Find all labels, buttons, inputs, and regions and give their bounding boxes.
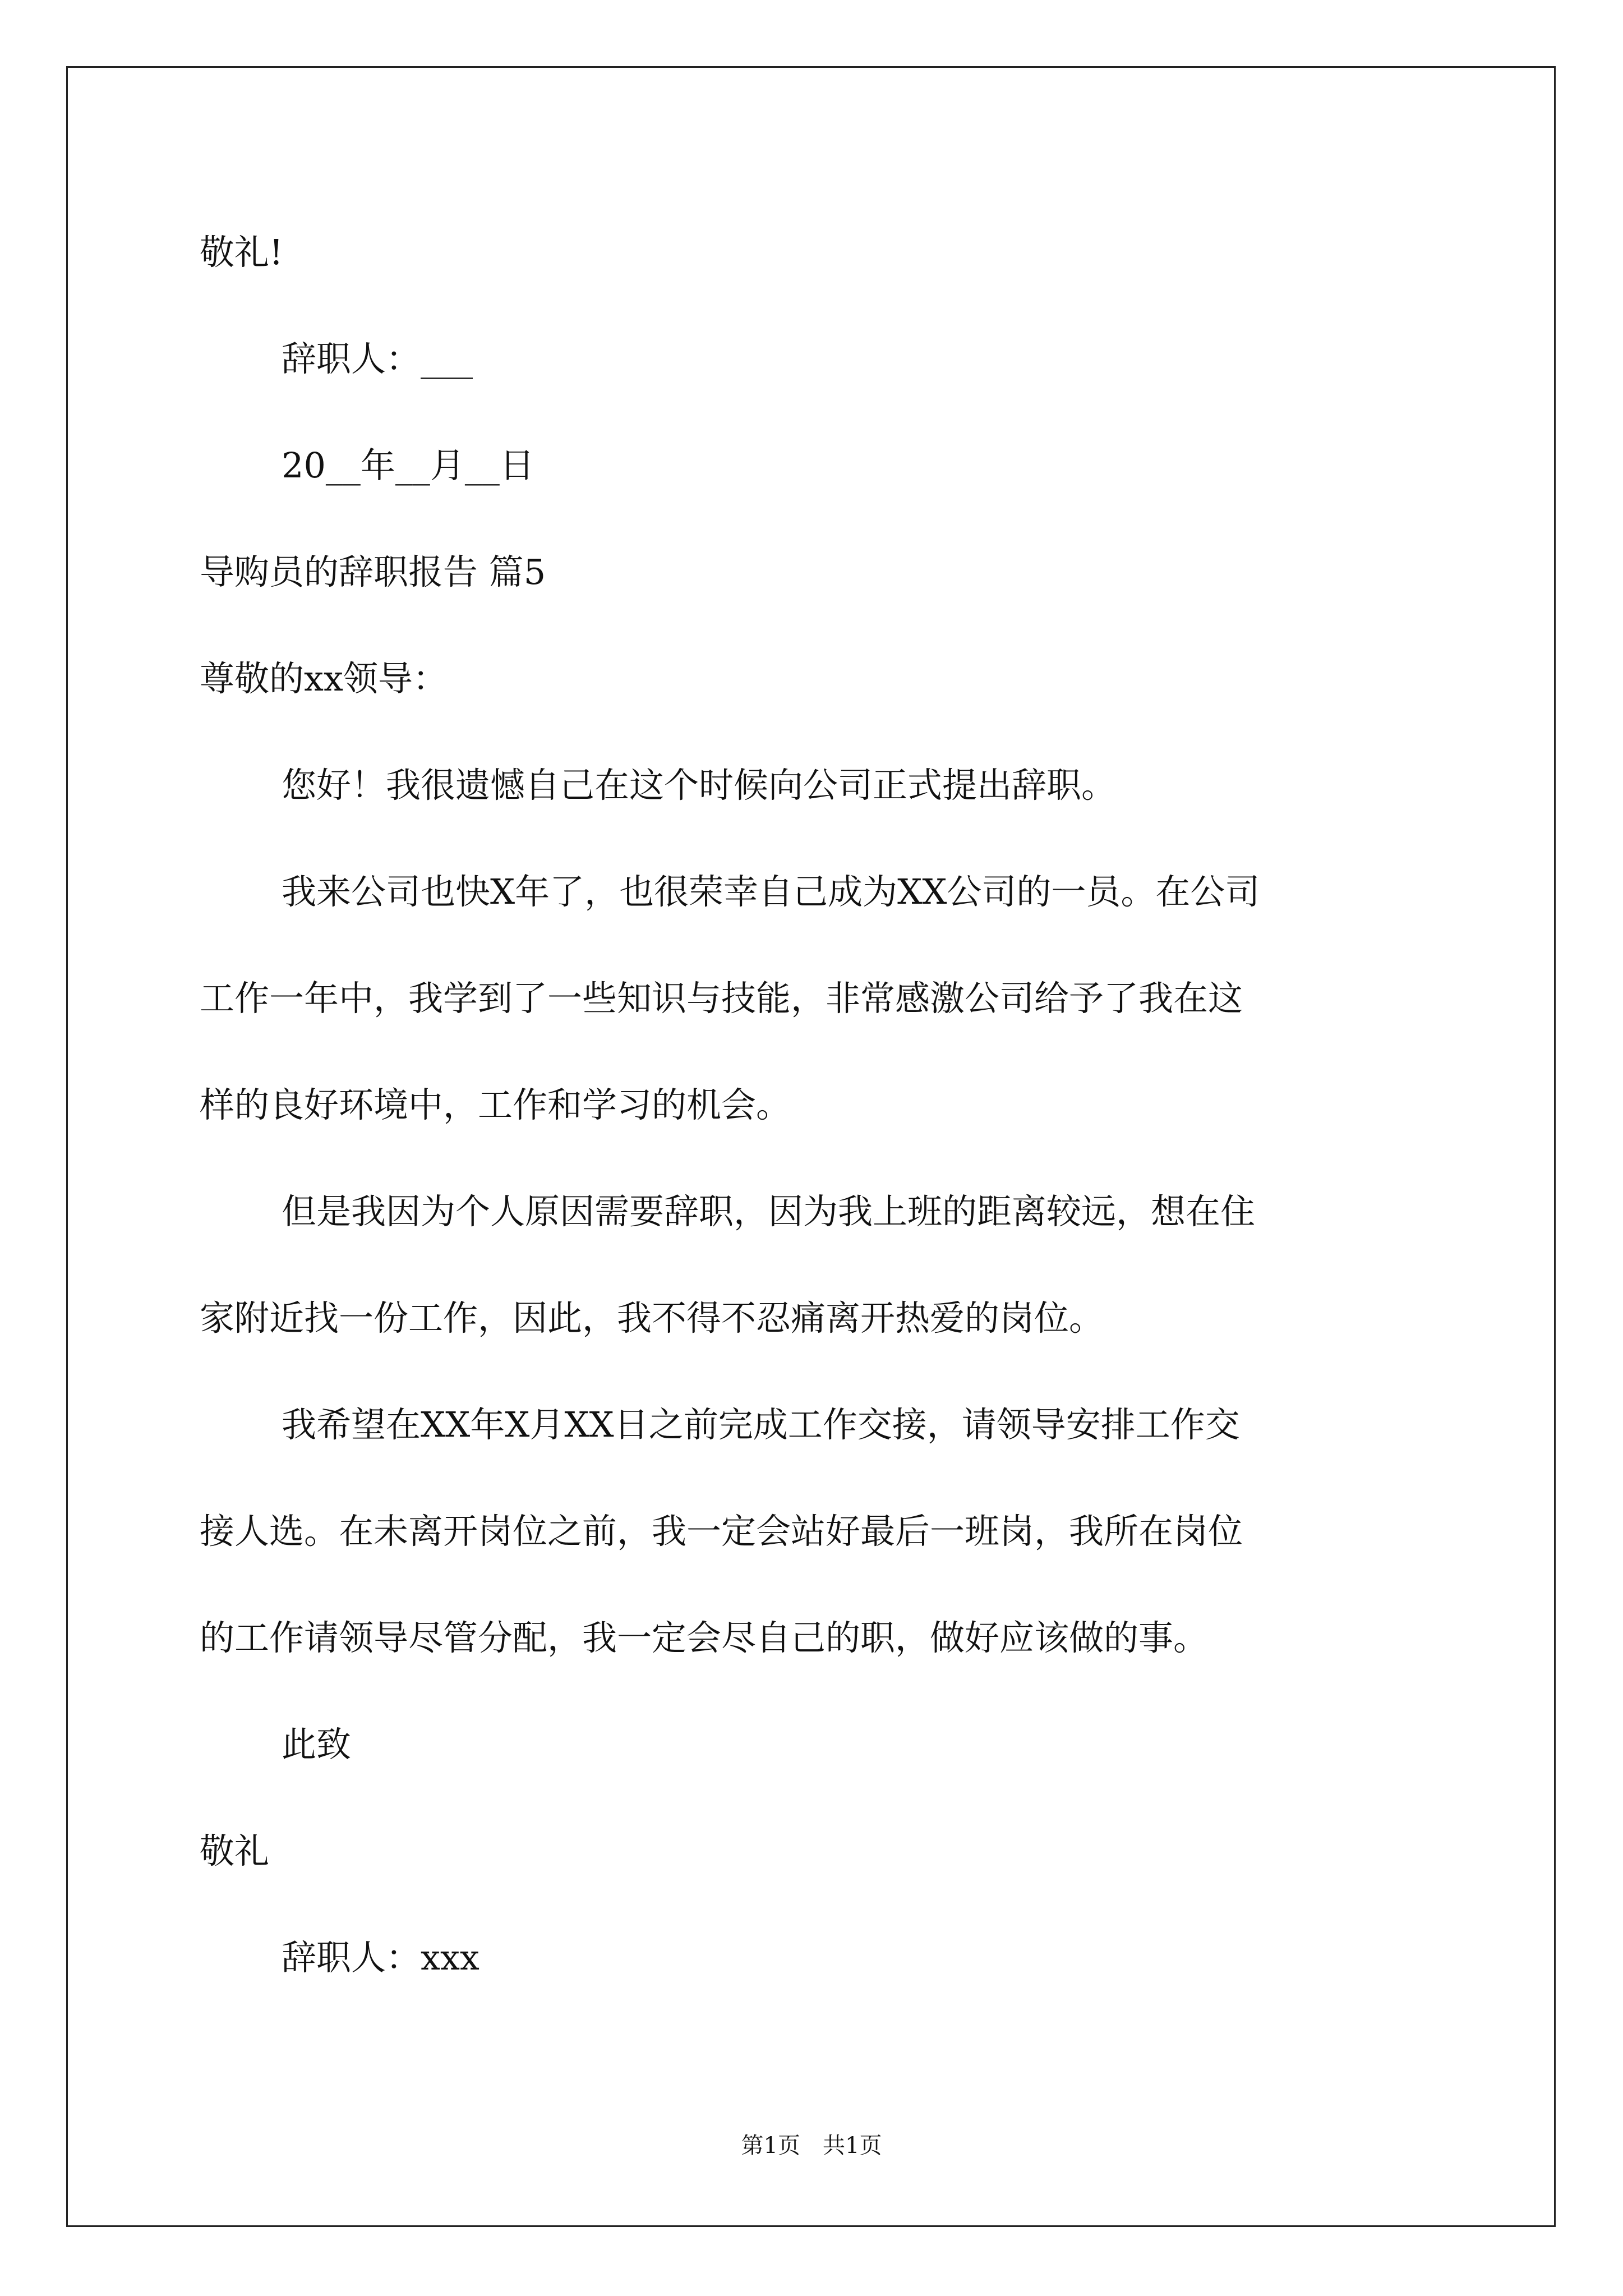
- paragraph-line: 样的良好环境中，工作和学习的机会。: [200, 1084, 791, 1125]
- section-heading: 导购员的辞职报告 篇5: [200, 551, 546, 592]
- paragraph-line: 家附近找一份工作，因此，我不得不忍痛离开热爱的岗位。: [200, 1297, 1104, 1338]
- closing-salutation: 敬礼!: [200, 232, 283, 273]
- closing-salutation-2: 敬礼: [200, 1830, 270, 1871]
- greeting: 尊敬的xx领导：: [200, 658, 448, 699]
- paragraph-line: 我来公司也快X年了，也很荣幸自己成为XX公司的一员。在公司: [282, 871, 1260, 912]
- paragraph-line: 我希望在XX年X月XX日之前完成工作交接，请领导安排工作交: [282, 1404, 1240, 1445]
- paragraph-line: 接人选。在未离开岗位之前，我一定会站好最后一班岗，我所在岗位: [200, 1511, 1243, 1552]
- date-line: 20__年__月__日: [282, 445, 534, 486]
- paragraph-line: 的工作请领导尽管分配，我一定会尽自己的职，做好应该做的事。: [200, 1617, 1209, 1658]
- page-border: [66, 66, 1556, 2227]
- paragraph-line: 但是我因为个人原因需要辞职，因为我上班的距离较远，想在住: [282, 1191, 1256, 1232]
- signature-line-2: 辞职人：xxx: [282, 1937, 479, 1978]
- signature-line: 辞职人：___: [282, 338, 473, 379]
- paragraph-line: 您好！我很遗憾自己在这个时候向公司正式提出辞职。: [282, 765, 1117, 806]
- paragraph-line: 工作一年中，我学到了一些知识与技能，非常感激公司给予了我在这: [200, 978, 1243, 1019]
- closing-phrase: 此致: [282, 1724, 352, 1765]
- page-number-footer: 第1页 共1页: [741, 2133, 882, 2159]
